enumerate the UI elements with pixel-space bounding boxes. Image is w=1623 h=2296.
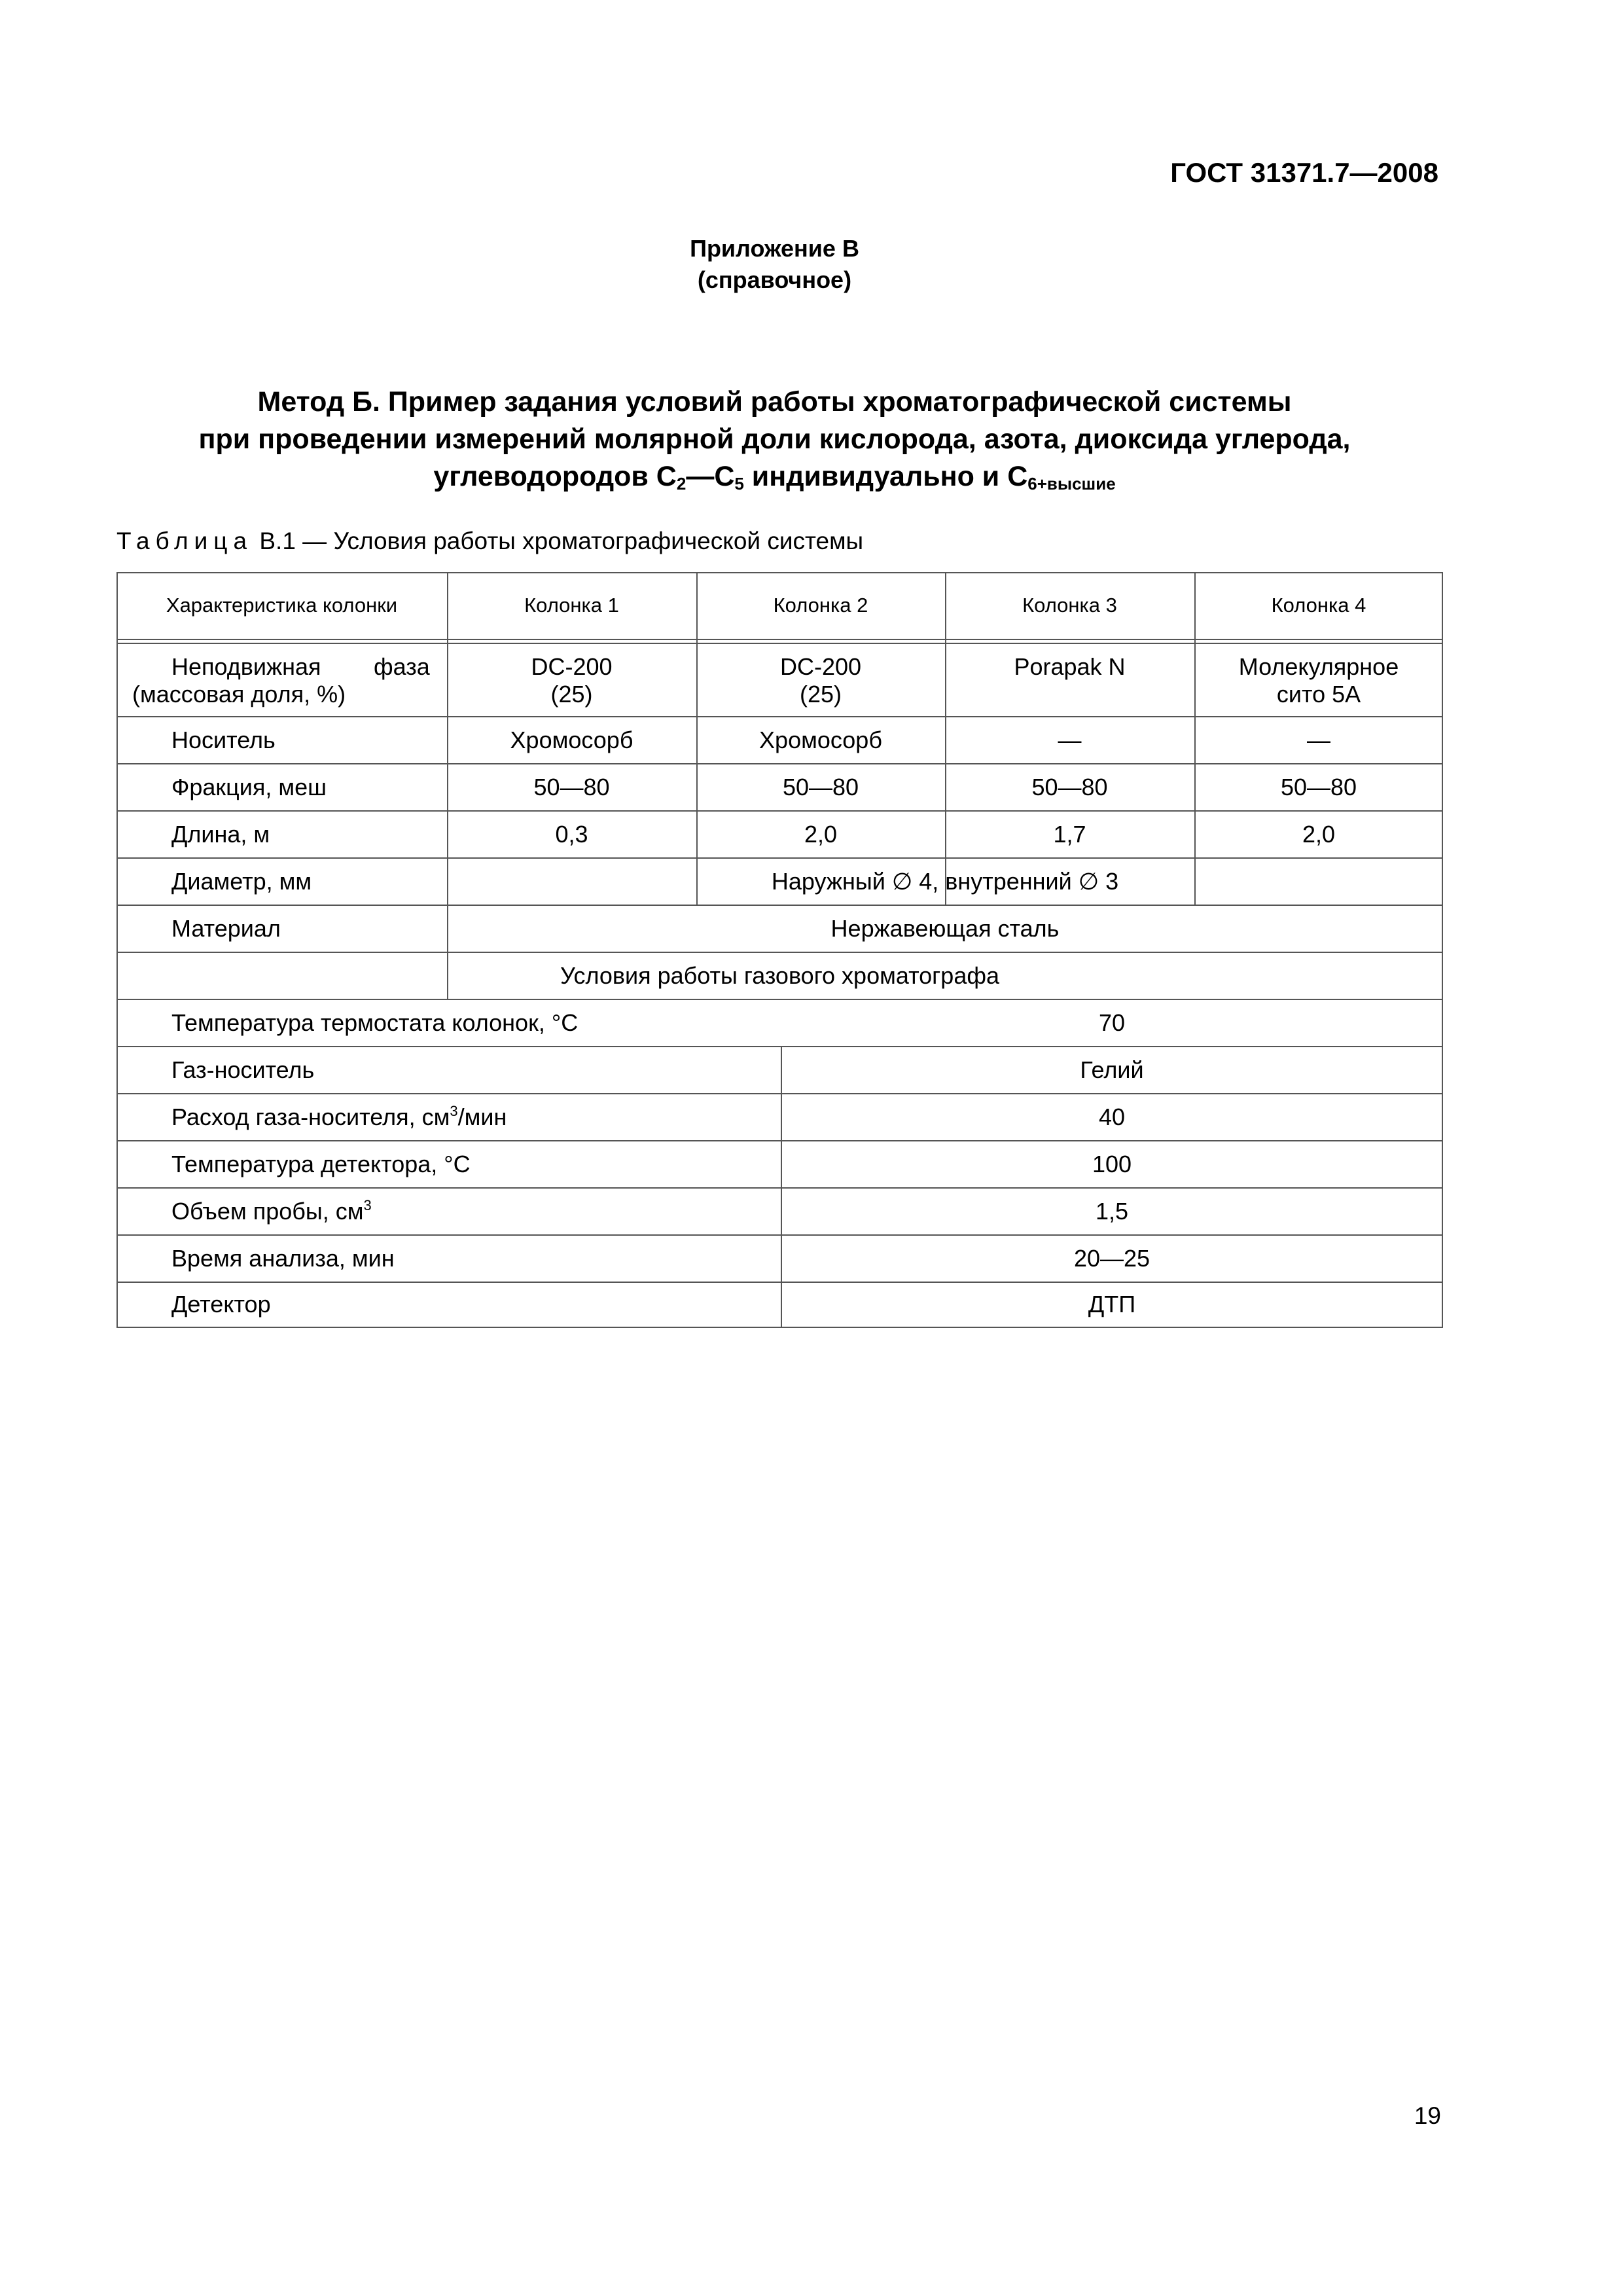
table-rule	[116, 716, 1443, 717]
title-line-1: Метод Б. Пример задания условий работы хроматографической системы	[257, 386, 1292, 418]
table-rule	[116, 1140, 1443, 1141]
row-label-fraction: Фракция, меш	[171, 774, 327, 800]
cell-oven-temp: 70	[1098, 1009, 1126, 1036]
cell-carrier-col2: Хромосорб	[759, 726, 882, 753]
table-caption-label: Таблица	[116, 528, 253, 554]
title-line-2: при проведении измерений молярной доли кислорода, азота, диоксида углерода,	[198, 423, 1351, 455]
cell-material: Нержавеющая сталь	[830, 915, 1060, 942]
table-rule	[116, 999, 1443, 1000]
table-rule	[781, 1046, 782, 1327]
row-label-sample-volume: Объем пробы, $см^3$	[171, 1197, 372, 1225]
table-rule	[116, 857, 1443, 859]
table-rule	[116, 1093, 1443, 1094]
row-label-phase-line2: (массовая доля, %)	[132, 681, 346, 708]
table-rule	[116, 639, 1443, 640]
row-label-detector-temp: Температура детектора, °C	[171, 1151, 471, 1177]
conditions-table	[116, 572, 1443, 1327]
row-label-material: Материал	[171, 915, 281, 942]
cell-length-col4: 2,0	[1302, 821, 1336, 848]
cell-carrier-col4: —	[1307, 726, 1330, 753]
row-label-carrier: Носитель	[171, 726, 276, 753]
row-label-oven-temp: Температура термостата колонок, °C	[171, 1009, 579, 1036]
table-rule	[116, 643, 1443, 644]
header-column-1: Колонка 1	[524, 594, 619, 617]
cell-detector-temp: 100	[1092, 1151, 1132, 1177]
table-rule	[116, 572, 118, 1328]
title-line-3: углеводородов $C_2—C_5$ индивидуально и $C_{6+высшие}$	[433, 461, 1116, 493]
table-caption	[116, 528, 863, 555]
table-rule	[116, 1234, 1443, 1236]
cell-fraction-col1: 50—80	[533, 774, 610, 800]
table-rule	[116, 1327, 1443, 1328]
table-rule	[116, 905, 1443, 906]
cell-gas-flow: 40	[1098, 1103, 1126, 1130]
page-title	[0, 384, 1549, 495]
table-rule	[116, 572, 1443, 573]
row-label-diameter: Диаметр, мм	[171, 868, 312, 895]
cell-length-col2: 2,0	[804, 821, 838, 848]
table-rule	[116, 1282, 1443, 1283]
header-column-3: Колонка 3	[1022, 594, 1117, 617]
row-label-analysis-time: Время анализа, мин	[171, 1245, 395, 1272]
cell-length-col3: 1,7	[1053, 821, 1086, 848]
row-label-phase-word: фаза	[374, 653, 430, 680]
header-column-4: Колонка 4	[1271, 594, 1366, 617]
annex-heading	[0, 233, 1549, 296]
cell-fraction-col3: 50—80	[1031, 774, 1108, 800]
cell-carrier-col1: Хромосорб	[510, 726, 633, 753]
cell-fraction-col2: 50—80	[782, 774, 859, 800]
header-column-2: Колонка 2	[773, 594, 868, 617]
cell-detector: ДТП	[1088, 1291, 1136, 1318]
table-rule	[116, 952, 1443, 953]
diameter-icon: ∅	[891, 868, 913, 895]
table-rule	[116, 763, 1443, 764]
cell-analysis-time: 20—25	[1073, 1245, 1150, 1272]
cell-phase-col2: DC-200 (25)	[779, 653, 862, 708]
diameter-icon: ∅	[1078, 868, 1099, 895]
cell-carrier-gas: Гелий	[1080, 1056, 1144, 1083]
cell-phase-col1: DC-200 (25)	[531, 653, 613, 708]
section-title-chromatograph: Условия работы газового хроматографа	[560, 962, 999, 989]
header-characteristic: Характеристика колонки	[166, 594, 398, 617]
table-rule	[116, 1187, 1443, 1189]
cell-phase-col4: Молекулярное сито 5А	[1238, 653, 1399, 708]
row-label-carrier-gas: Газ-носитель	[171, 1056, 315, 1083]
table-rule	[116, 1046, 1443, 1047]
table-rule	[116, 810, 1443, 812]
cell-length-col1: 0,3	[555, 821, 588, 848]
cell-carrier-col3: —	[1058, 726, 1082, 753]
cell-diameter: Наружный ∅ 4, внутренний ∅ 3	[771, 868, 1119, 895]
row-label-length: Длина, м	[171, 821, 270, 848]
row-label-gas-flow: Расход газа-носителя, $см^3$/мин	[171, 1103, 507, 1130]
cell-fraction-col4: 50—80	[1280, 774, 1357, 800]
table-caption-text: В.1 — Условия работы хроматографической системы	[253, 528, 864, 554]
document-code: ГОСТ 31371.7—2008	[1170, 157, 1438, 188]
annex-title: Приложение В	[690, 235, 859, 262]
row-label-detector: Детектор	[171, 1291, 271, 1318]
row-label-phase-line1: Неподвижная	[171, 653, 321, 680]
cell-sample-volume: 1,5	[1095, 1198, 1129, 1225]
cell-phase-col3: Porapak N	[1014, 653, 1126, 680]
page-number: 19	[1414, 2102, 1441, 2129]
annex-status: (справочное)	[697, 266, 852, 293]
